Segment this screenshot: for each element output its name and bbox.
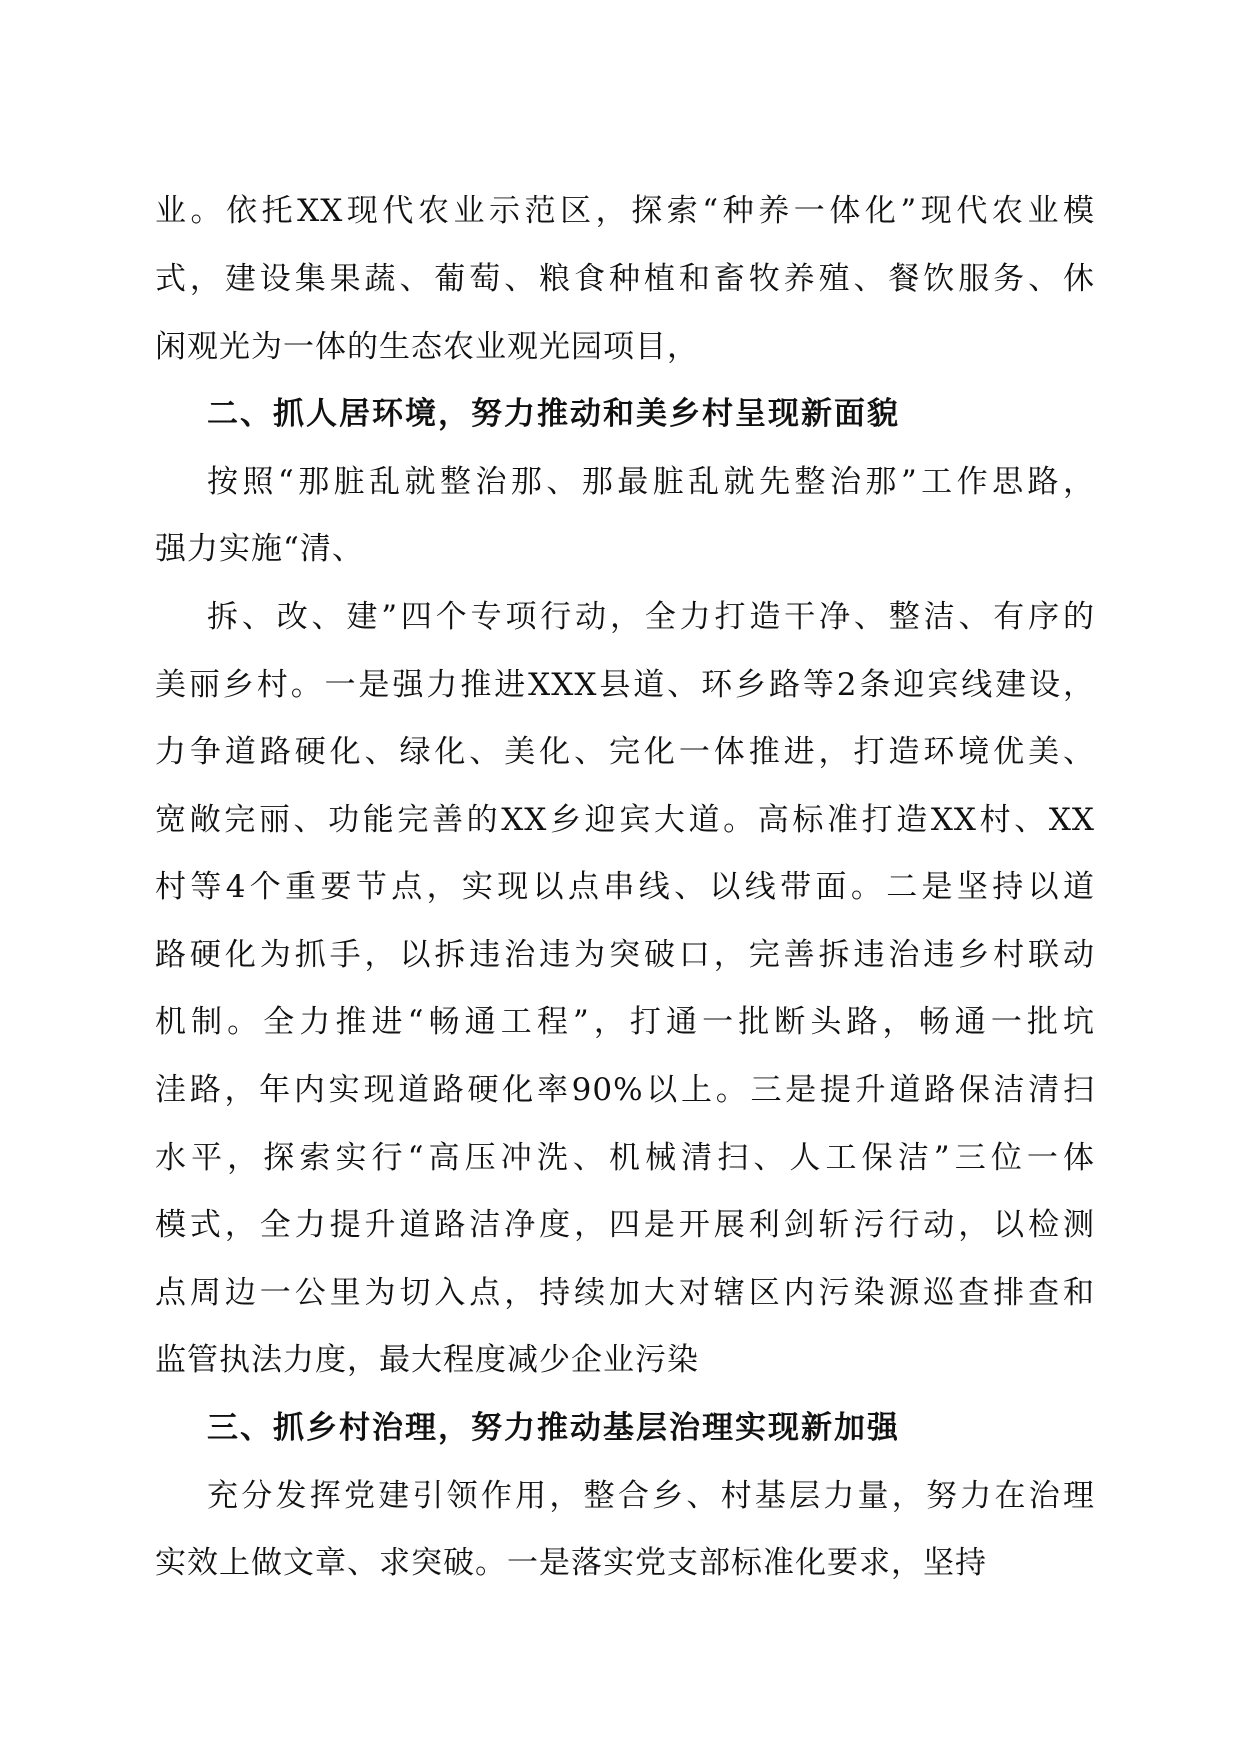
text-line: 闲观光为一体的生态农业观光园项目， — [155, 329, 699, 365]
text-line: 模式，全力提升道路洁净度，四是开展利剑斩污行动，以检测 — [155, 1207, 1095, 1243]
text-line: 美丽乡村。一是强力推进XXX县道、环乡路等2条迎宾线建设， — [155, 667, 1095, 703]
text-line: 力争道路硬化、绿化、美化、完化一体推进，打造环境优美、 — [155, 734, 1095, 770]
section-heading: 三、抓乡村治理，努力推动基层治理实现新加强 — [207, 1410, 900, 1446]
text-line: 强力实施“清、 — [155, 531, 364, 567]
text-line: 机制。全力推进“畅通工程”，打通一批断头路，畅通一批坑 — [155, 1004, 1095, 1040]
text-line: 路硬化为抓手，以拆违治违为突破口，完善拆违治违乡村联动 — [155, 937, 1095, 973]
text-line: 村等4个重要节点，实现以点串线、以线带面。二是坚持以道 — [155, 869, 1095, 905]
text-line: 宽敞完丽、功能完善的XX乡迎宾大道。高标准打造XX村、XX — [155, 802, 1095, 838]
text-line: 充分发挥党建引领作用，整合乡、村基层力量，努力在治理 — [207, 1478, 1095, 1514]
text-line: 点周边一公里为切入点，持续加大对辖区内污染源巡查排查和 — [155, 1275, 1095, 1311]
section-heading: 二、抓人居环境，努力推动和美乡村呈现新面貌 — [207, 396, 900, 432]
text-line: 式，建设集果蔬、葡萄、粮食种植和畜牧养殖、餐饮服务、休 — [155, 261, 1095, 297]
text-line: 水平，探索实行“高压冲洗、机械清扫、人工保洁”三位一体 — [155, 1140, 1095, 1176]
text-line: 实效上做文章、求突破。一是落实党支部标准化要求，坚持 — [155, 1545, 987, 1581]
text-line: 监管执法力度，最大程度减少企业污染 — [155, 1342, 699, 1378]
text-line: 业。依托XX现代农业示范区，探索“种养一体化”现代农业模 — [155, 193, 1095, 229]
text-line: 拆、改、建”四个专项行动，全力打造干净、整洁、有序的 — [207, 599, 1095, 635]
text-line: 按照“那脏乱就整治那、那最脏乱就先整治那”工作思路， — [207, 464, 1095, 500]
text-line: 洼路，年内实现道路硬化率90%以上。三是提升道路保洁清扫 — [155, 1072, 1095, 1108]
